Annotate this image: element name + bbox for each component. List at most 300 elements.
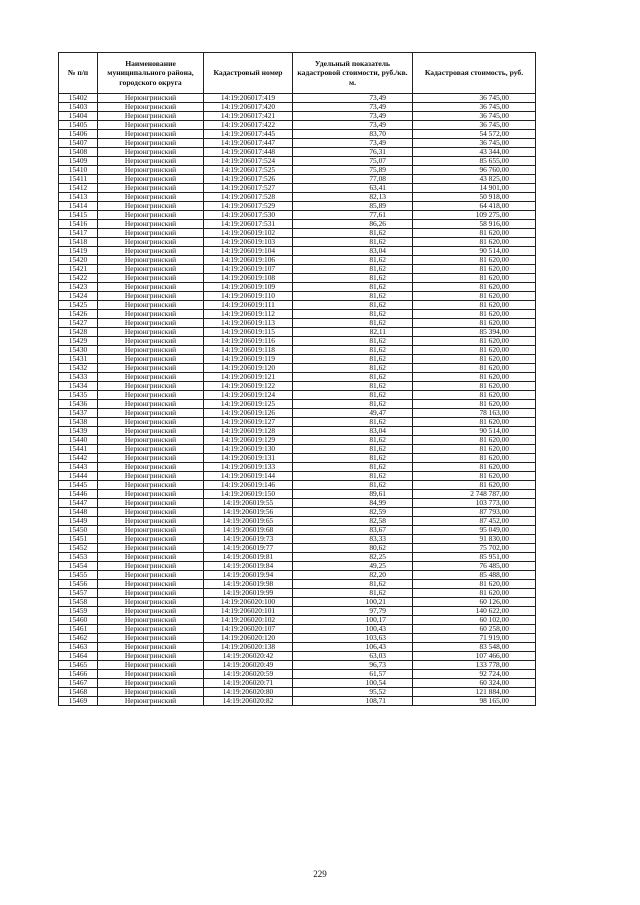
header-municipality: Наименование муниципального района, городского округа: [98, 53, 204, 94]
cell-specific-value: 82,11: [293, 328, 413, 337]
cell-specific-value: 81,62: [293, 346, 413, 355]
cell-specific-value: 81,62: [293, 373, 413, 382]
cell-municipality: Нерюнгринский: [98, 346, 204, 355]
cell-row-number: 15426: [59, 310, 98, 319]
cell-specific-value: 81,62: [293, 472, 413, 481]
cell-municipality: Нерюнгринский: [98, 688, 204, 697]
table-row: [59, 499, 536, 508]
cell-municipality: Нерюнгринский: [98, 148, 204, 157]
cell-cadastral-value: 92 724,00: [413, 670, 536, 679]
cell-municipality: Нерюнгринский: [98, 301, 204, 310]
cell-row-number: 15421: [59, 265, 98, 274]
cell-municipality: Нерюнгринский: [98, 679, 204, 688]
cell-specific-value: 63,41: [293, 184, 413, 193]
table-row: [59, 301, 536, 310]
cell-cadastral-value: 121 884,00: [413, 688, 536, 697]
cell-row-number: 15408: [59, 148, 98, 157]
cell-cadastral-number: 14:19:206019:102: [204, 229, 293, 238]
cell-cadastral-value: 81 620,00: [413, 589, 536, 598]
table-row: [59, 355, 536, 364]
cell-cadastral-value: 133 778,00: [413, 661, 536, 670]
cell-specific-value: 81,62: [293, 292, 413, 301]
cell-row-number: 15451: [59, 535, 98, 544]
cell-specific-value: 100,43: [293, 625, 413, 634]
cell-cadastral-number: 14:19:206019:77: [204, 544, 293, 553]
cell-specific-value: 81,62: [293, 274, 413, 283]
cell-cadastral-number: 14:19:206019:109: [204, 283, 293, 292]
table-row: [59, 157, 536, 166]
cell-row-number: 15431: [59, 355, 98, 364]
cell-cadastral-number: 14:19:206020:102: [204, 616, 293, 625]
cell-cadastral-value: 81 620,00: [413, 265, 536, 274]
cell-cadastral-value: 43 344,00: [413, 148, 536, 157]
cell-row-number: 15428: [59, 328, 98, 337]
cell-specific-value: 81,62: [293, 283, 413, 292]
table-row: [59, 328, 536, 337]
cell-specific-value: 81,62: [293, 418, 413, 427]
cell-municipality: Нерюнгринский: [98, 607, 204, 616]
cell-specific-value: 81,62: [293, 580, 413, 589]
cell-specific-value: 77,61: [293, 211, 413, 220]
cell-municipality: Нерюнгринский: [98, 139, 204, 148]
cell-cadastral-number: 14:19:206017:528: [204, 193, 293, 202]
cell-specific-value: 77,08: [293, 175, 413, 184]
cell-specific-value: 81,62: [293, 229, 413, 238]
cell-row-number: 15446: [59, 490, 98, 499]
cell-row-number: 15407: [59, 139, 98, 148]
cell-municipality: Нерюнгринский: [98, 508, 204, 517]
table-row: [59, 697, 536, 706]
cell-specific-value: 82,25: [293, 553, 413, 562]
table-row: [59, 463, 536, 472]
cell-row-number: 15468: [59, 688, 98, 697]
cell-row-number: 15463: [59, 643, 98, 652]
header-specific-value: Удельный показатель кадастровой стоимости, руб./кв. м.: [293, 53, 413, 94]
table-row: [59, 166, 536, 175]
table-row: [59, 184, 536, 193]
table-row: [59, 472, 536, 481]
cell-municipality: Нерюнгринский: [98, 391, 204, 400]
cell-specific-value: 103,63: [293, 634, 413, 643]
cell-municipality: Нерюнгринский: [98, 238, 204, 247]
cell-cadastral-number: 14:19:206020:101: [204, 607, 293, 616]
cell-cadastral-number: 14:19:206019:106: [204, 256, 293, 265]
cell-cadastral-number: 14:19:206019:128: [204, 427, 293, 436]
cell-municipality: Нерюнгринский: [98, 103, 204, 112]
cell-cadastral-number: 14:19:206019:130: [204, 445, 293, 454]
table-row: [59, 238, 536, 247]
cell-cadastral-value: 60 102,00: [413, 616, 536, 625]
cell-specific-value: 81,62: [293, 382, 413, 391]
cell-cadastral-value: 87 793,00: [413, 508, 536, 517]
table-row: [59, 661, 536, 670]
cell-cadastral-value: 81 620,00: [413, 256, 536, 265]
cell-cadastral-number: 14:19:206017:525: [204, 166, 293, 175]
cell-cadastral-value: 140 622,00: [413, 607, 536, 616]
cell-cadastral-number: 14:19:206019:146: [204, 481, 293, 490]
cell-specific-value: 81,62: [293, 364, 413, 373]
cell-cadastral-value: 107 466,00: [413, 652, 536, 661]
cell-cadastral-number: 14:19:206019:103: [204, 238, 293, 247]
cell-row-number: 15424: [59, 292, 98, 301]
cell-municipality: Нерюнгринский: [98, 328, 204, 337]
table-row: [59, 94, 536, 103]
table-row: [59, 229, 536, 238]
cell-specific-value: 81,62: [293, 445, 413, 454]
cell-cadastral-number: 14:19:206019:111: [204, 301, 293, 310]
cell-municipality: Нерюнгринский: [98, 463, 204, 472]
table-row: [59, 490, 536, 499]
cell-row-number: 15450: [59, 526, 98, 535]
cell-row-number: 15420: [59, 256, 98, 265]
cell-cadastral-number: 14:19:206019:112: [204, 310, 293, 319]
cell-row-number: 15442: [59, 454, 98, 463]
cell-specific-value: 73,49: [293, 121, 413, 130]
table-row: [59, 337, 536, 346]
cell-row-number: 15437: [59, 409, 98, 418]
cell-municipality: Нерюнгринский: [98, 535, 204, 544]
table-row: [59, 283, 536, 292]
cell-specific-value: 95,52: [293, 688, 413, 697]
cell-specific-value: 75,89: [293, 166, 413, 175]
cell-specific-value: 108,71: [293, 697, 413, 706]
cell-row-number: 15453: [59, 553, 98, 562]
cell-municipality: Нерюнгринский: [98, 634, 204, 643]
cell-specific-value: 81,62: [293, 463, 413, 472]
cell-cadastral-number: 14:19:206017:530: [204, 211, 293, 220]
cell-cadastral-value: 85 655,00: [413, 157, 536, 166]
table-row: [59, 202, 536, 211]
table-row: [59, 148, 536, 157]
cell-specific-value: 85,89: [293, 202, 413, 211]
cell-row-number: 15464: [59, 652, 98, 661]
table-row: [59, 112, 536, 121]
cell-specific-value: 81,62: [293, 310, 413, 319]
table-row: [59, 553, 536, 562]
cell-municipality: Нерюнгринский: [98, 697, 204, 706]
cell-row-number: 15433: [59, 373, 98, 382]
cell-cadastral-value: 54 572,00: [413, 130, 536, 139]
cell-row-number: 15455: [59, 571, 98, 580]
cell-specific-value: 49,25: [293, 562, 413, 571]
table-row: [59, 220, 536, 229]
cell-cadastral-value: 81 620,00: [413, 418, 536, 427]
cell-specific-value: 84,99: [293, 499, 413, 508]
table-body: [59, 94, 536, 706]
cell-row-number: 15415: [59, 211, 98, 220]
cell-municipality: Нерюнгринский: [98, 193, 204, 202]
cell-cadastral-number: 14:19:206020:120: [204, 634, 293, 643]
cell-cadastral-value: 75 702,00: [413, 544, 536, 553]
cell-row-number: 15418: [59, 238, 98, 247]
cell-specific-value: 81,62: [293, 400, 413, 409]
cell-row-number: 15416: [59, 220, 98, 229]
cell-municipality: Нерюнгринский: [98, 625, 204, 634]
header-row-number: № п/п: [59, 53, 98, 94]
cell-cadastral-value: 50 918,00: [413, 193, 536, 202]
cell-municipality: Нерюнгринский: [98, 283, 204, 292]
cell-municipality: Нерюнгринский: [98, 319, 204, 328]
table-row: [59, 652, 536, 661]
cell-cadastral-number: 14:19:206019:98: [204, 580, 293, 589]
cell-cadastral-value: 96 760,00: [413, 166, 536, 175]
cell-specific-value: 81,62: [293, 481, 413, 490]
cell-row-number: 15457: [59, 589, 98, 598]
table-row: [59, 625, 536, 634]
cell-specific-value: 73,49: [293, 94, 413, 103]
cell-cadastral-number: 14:19:206020:42: [204, 652, 293, 661]
cell-row-number: 15434: [59, 382, 98, 391]
cell-cadastral-number: 14:19:206019:116: [204, 337, 293, 346]
cell-cadastral-value: 81 620,00: [413, 337, 536, 346]
cell-specific-value: 81,62: [293, 355, 413, 364]
cell-cadastral-value: 81 620,00: [413, 400, 536, 409]
cell-row-number: 15404: [59, 112, 98, 121]
cell-cadastral-value: 81 620,00: [413, 382, 536, 391]
table-row: [59, 436, 536, 445]
table-row: [59, 382, 536, 391]
cell-municipality: Нерюнгринский: [98, 598, 204, 607]
cell-municipality: Нерюнгринский: [98, 526, 204, 535]
cell-cadastral-value: 60 258,00: [413, 625, 536, 634]
cell-cadastral-value: 81 620,00: [413, 274, 536, 283]
cell-cadastral-value: 81 620,00: [413, 481, 536, 490]
cell-row-number: 15444: [59, 472, 98, 481]
cell-cadastral-value: 103 773,00: [413, 499, 536, 508]
cell-cadastral-value: 98 165,00: [413, 697, 536, 706]
cell-municipality: Нерюнгринский: [98, 670, 204, 679]
cell-row-number: 15403: [59, 103, 98, 112]
cell-cadastral-value: 81 620,00: [413, 310, 536, 319]
table-row: [59, 481, 536, 490]
cell-cadastral-number: 14:19:206017:421: [204, 112, 293, 121]
table-row: [59, 364, 536, 373]
cell-municipality: Нерюнгринский: [98, 256, 204, 265]
cell-cadastral-value: 81 620,00: [413, 472, 536, 481]
cell-cadastral-value: 81 620,00: [413, 355, 536, 364]
cell-municipality: Нерюнгринский: [98, 616, 204, 625]
cell-cadastral-number: 14:19:206019:125: [204, 400, 293, 409]
table-row: [59, 607, 536, 616]
page-number: 229: [313, 869, 327, 879]
table-header-row: [59, 53, 536, 94]
cell-cadastral-number: 14:19:206017:445: [204, 130, 293, 139]
cadastral-value-table: [58, 52, 536, 706]
cell-specific-value: 89,61: [293, 490, 413, 499]
cell-row-number: 15413: [59, 193, 98, 202]
cell-specific-value: 97,79: [293, 607, 413, 616]
cell-cadastral-value: 81 620,00: [413, 373, 536, 382]
cell-specific-value: 83,04: [293, 247, 413, 256]
cell-cadastral-value: 85 488,00: [413, 571, 536, 580]
cell-municipality: Нерюнгринский: [98, 112, 204, 121]
cell-cadastral-number: 14:19:206017:422: [204, 121, 293, 130]
cell-cadastral-value: 81 620,00: [413, 346, 536, 355]
table-row: [59, 688, 536, 697]
cell-municipality: Нерюнгринский: [98, 409, 204, 418]
cell-cadastral-number: 14:19:206019:122: [204, 382, 293, 391]
cell-cadastral-number: 14:19:206019:124: [204, 391, 293, 400]
table-row: [59, 571, 536, 580]
table-row: [59, 310, 536, 319]
header-cadastral-value: Кадастровая стоимость, руб.: [413, 53, 536, 94]
cell-municipality: Нерюнгринский: [98, 571, 204, 580]
cell-row-number: 15456: [59, 580, 98, 589]
cell-row-number: 15461: [59, 625, 98, 634]
cell-specific-value: 49,47: [293, 409, 413, 418]
cell-cadastral-number: 14:19:206019:119: [204, 355, 293, 364]
table-row: [59, 589, 536, 598]
cell-specific-value: 73,49: [293, 139, 413, 148]
cell-cadastral-value: 81 620,00: [413, 391, 536, 400]
table-row: [59, 193, 536, 202]
cell-row-number: 15438: [59, 418, 98, 427]
cell-municipality: Нерюнгринский: [98, 157, 204, 166]
cell-cadastral-number: 14:19:206019:127: [204, 418, 293, 427]
cell-specific-value: 81,62: [293, 436, 413, 445]
table-row: [59, 418, 536, 427]
table-row: [59, 445, 536, 454]
cell-specific-value: 82,20: [293, 571, 413, 580]
cell-cadastral-value: 36 745,00: [413, 112, 536, 121]
cell-row-number: 15441: [59, 445, 98, 454]
cell-cadastral-value: 81 620,00: [413, 301, 536, 310]
cell-cadastral-number: 14:19:206017:447: [204, 139, 293, 148]
cell-cadastral-value: 78 163,00: [413, 409, 536, 418]
cell-cadastral-number: 14:19:206017:526: [204, 175, 293, 184]
cell-cadastral-number: 14:19:206019:129: [204, 436, 293, 445]
cell-row-number: 15435: [59, 391, 98, 400]
cell-row-number: 15429: [59, 337, 98, 346]
cell-specific-value: 76,31: [293, 148, 413, 157]
cell-municipality: Нерюнгринский: [98, 517, 204, 526]
cell-municipality: Нерюнгринский: [98, 643, 204, 652]
cell-specific-value: 81,62: [293, 319, 413, 328]
cell-municipality: Нерюнгринский: [98, 499, 204, 508]
cell-cadastral-number: 14:19:206019:131: [204, 454, 293, 463]
cell-row-number: 15462: [59, 634, 98, 643]
cell-row-number: 15460: [59, 616, 98, 625]
cell-municipality: Нерюнгринский: [98, 562, 204, 571]
cell-cadastral-value: 81 620,00: [413, 229, 536, 238]
table-row: [59, 400, 536, 409]
cell-municipality: Нерюнгринский: [98, 472, 204, 481]
cell-cadastral-number: 14:19:206019:68: [204, 526, 293, 535]
table-row: [59, 130, 536, 139]
cell-municipality: Нерюнгринский: [98, 553, 204, 562]
cell-cadastral-value: 81 620,00: [413, 283, 536, 292]
header-cadastral-number: Кадастровый номер: [204, 53, 293, 94]
cell-specific-value: 100,17: [293, 616, 413, 625]
cell-row-number: 15406: [59, 130, 98, 139]
cell-cadastral-number: 14:19:206020:80: [204, 688, 293, 697]
cell-municipality: Нерюнгринский: [98, 166, 204, 175]
cell-specific-value: 100,21: [293, 598, 413, 607]
cell-cadastral-number: 14:19:206019:104: [204, 247, 293, 256]
cell-municipality: Нерюнгринский: [98, 427, 204, 436]
cell-municipality: Нерюнгринский: [98, 220, 204, 229]
table-row: [59, 634, 536, 643]
cell-cadastral-value: 81 620,00: [413, 436, 536, 445]
cell-cadastral-number: 14:19:206017:531: [204, 220, 293, 229]
cell-municipality: Нерюнгринский: [98, 436, 204, 445]
cell-municipality: Нерюнгринский: [98, 229, 204, 238]
cell-specific-value: 100,54: [293, 679, 413, 688]
cell-cadastral-value: 76 485,00: [413, 562, 536, 571]
cell-cadastral-number: 14:19:206019:115: [204, 328, 293, 337]
cell-row-number: 15452: [59, 544, 98, 553]
cell-municipality: Нерюнгринский: [98, 121, 204, 130]
cell-municipality: Нерюнгринский: [98, 211, 204, 220]
cell-municipality: Нерюнгринский: [98, 94, 204, 103]
cell-municipality: Нерюнгринский: [98, 445, 204, 454]
cell-municipality: Нерюнгринский: [98, 130, 204, 139]
cell-cadastral-value: 81 620,00: [413, 238, 536, 247]
cell-cadastral-number: 14:19:206019:118: [204, 346, 293, 355]
cell-cadastral-value: 91 830,00: [413, 535, 536, 544]
cell-cadastral-number: 14:19:206019:110: [204, 292, 293, 301]
cell-cadastral-value: 81 620,00: [413, 292, 536, 301]
cell-municipality: Нерюнгринский: [98, 355, 204, 364]
table-row: [59, 427, 536, 436]
cell-cadastral-value: 36 745,00: [413, 103, 536, 112]
cell-cadastral-number: 14:19:206019:108: [204, 274, 293, 283]
table-row: [59, 346, 536, 355]
cell-cadastral-value: 60 126,00: [413, 598, 536, 607]
cell-municipality: Нерюнгринский: [98, 661, 204, 670]
table-row: [59, 247, 536, 256]
cell-row-number: 15440: [59, 436, 98, 445]
cell-cadastral-value: 60 324,00: [413, 679, 536, 688]
cell-cadastral-number: 14:19:206020:138: [204, 643, 293, 652]
cell-cadastral-value: 81 620,00: [413, 445, 536, 454]
cell-specific-value: 80,62: [293, 544, 413, 553]
cell-cadastral-number: 14:19:206019:73: [204, 535, 293, 544]
cell-row-number: 15412: [59, 184, 98, 193]
cell-specific-value: 73,49: [293, 103, 413, 112]
cell-specific-value: 81,62: [293, 256, 413, 265]
table-row: [59, 292, 536, 301]
cell-row-number: 15458: [59, 598, 98, 607]
cell-municipality: Нерюнгринский: [98, 544, 204, 553]
table-row: [59, 562, 536, 571]
table-row: [59, 670, 536, 679]
cell-row-number: 15405: [59, 121, 98, 130]
cell-row-number: 15423: [59, 283, 98, 292]
cell-row-number: 15417: [59, 229, 98, 238]
cell-cadastral-number: 14:19:206020:59: [204, 670, 293, 679]
table-row: [59, 544, 536, 553]
cell-specific-value: 81,62: [293, 301, 413, 310]
cell-row-number: 15466: [59, 670, 98, 679]
cell-specific-value: 96,73: [293, 661, 413, 670]
cell-row-number: 15430: [59, 346, 98, 355]
cell-cadastral-value: 83 548,00: [413, 643, 536, 652]
cell-cadastral-value: 85 951,00: [413, 553, 536, 562]
table-row: [59, 679, 536, 688]
cell-cadastral-value: 36 745,00: [413, 94, 536, 103]
cell-specific-value: 106,43: [293, 643, 413, 652]
cell-row-number: 15443: [59, 463, 98, 472]
cell-cadastral-value: 109 275,00: [413, 211, 536, 220]
cell-cadastral-number: 14:19:206019:55: [204, 499, 293, 508]
cell-municipality: Нерюнгринский: [98, 400, 204, 409]
cell-cadastral-value: 36 745,00: [413, 139, 536, 148]
cell-cadastral-number: 14:19:206017:448: [204, 148, 293, 157]
table-row: [59, 508, 536, 517]
cell-specific-value: 75,07: [293, 157, 413, 166]
cell-row-number: 15419: [59, 247, 98, 256]
